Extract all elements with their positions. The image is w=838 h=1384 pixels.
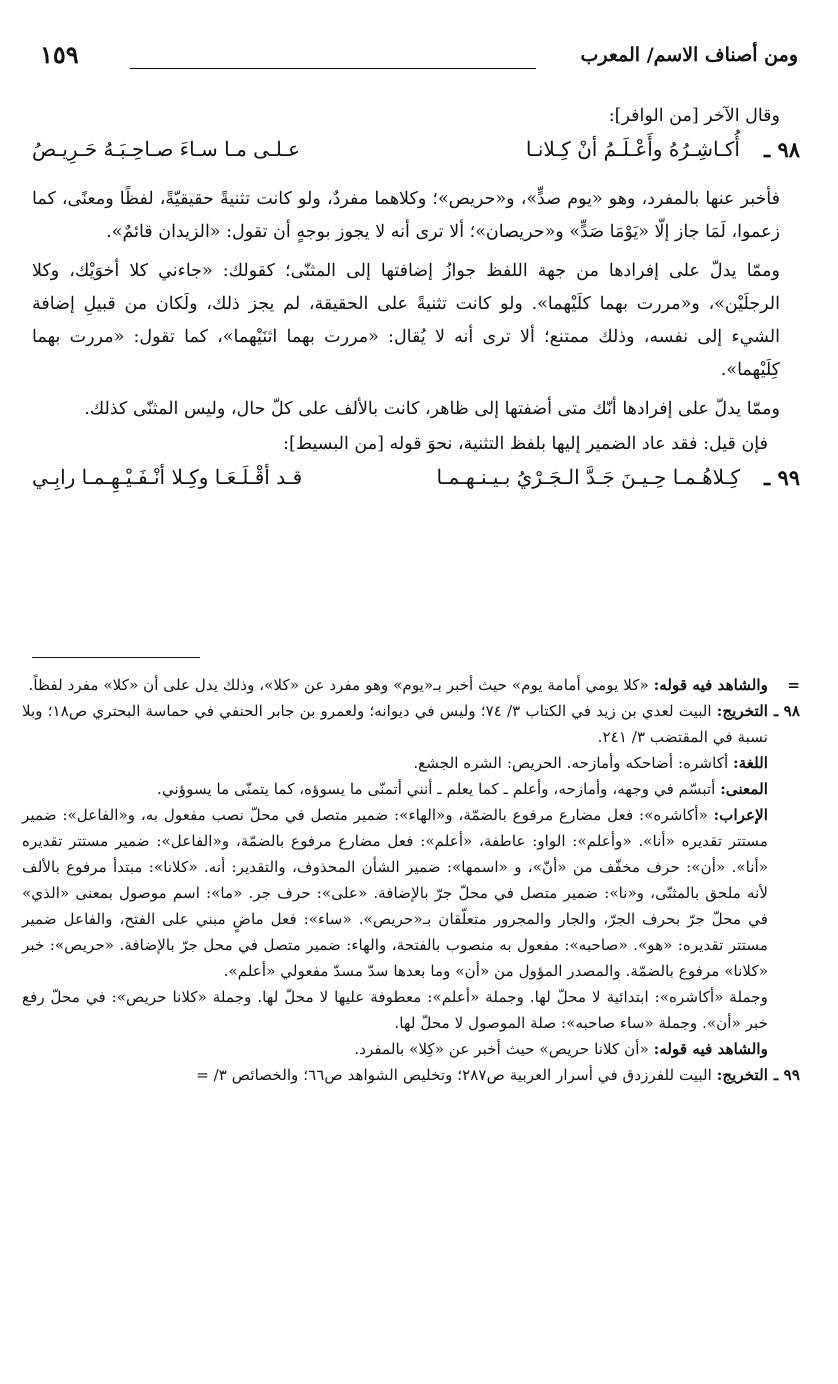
footnote-98-irab [22, 802, 800, 984]
footnote-99 [22, 1062, 800, 1088]
page-number: ١٥٩ [40, 40, 79, 69]
verse-first-hemistich: كِـلاهُـمـا حِـيـنَ جَـدَّ الـجَـرْيُ بـيـنـهـمـا [436, 465, 740, 489]
question-line: فإن قيل: فقد عاد الضمير إليها بلفظ التثنية، نحوَ قوله [من البسيط]: [283, 434, 768, 454]
paragraph: وممّا يدلّ على إفرادها أنّك متى أضفتها إلى ظاهر، كانت بالألف على كلّ حال، وليس المثنّى كذلك. [84, 399, 780, 419]
verse-number: ٩٩ ـ [763, 465, 800, 490]
takhrij-label: التخريج: [716, 702, 768, 720]
running-header [40, 40, 798, 84]
verse-number: ٩٨ ـ [763, 137, 800, 162]
footnotes [22, 672, 800, 1088]
footnote-98-shahid [22, 1036, 800, 1062]
paragraph: فأخبر عنها بالمفرد، وهو «يوم صدٍّ»، و«حريص»؛ وكلاهما مفردٌ، ولو كانت تثنيةً حقيقيّةً، لفظًا ومعنًى، كما زعموا، لَمَا جاز إلّا «يَوْمَا صَدٍّ» و«حريصان»؛ ألا ترى أنه لا يجوز بوجهٍ أن تقول: «الزيدان قائمٌ». [32, 189, 780, 242]
lugha-label: اللغة: [733, 754, 768, 772]
footnote-98-jumal: وجملة «أكاشره»: ابتدائية لا محلّ لها. وجملة «أعلم»: معطوفة عليها لا محلّ لها. وجملة «كلانا حريص»: في محلّ رفع خبر «أن». وجملة «ساء صاحبه»: صلة الموصول لا محلّ لها. [22, 988, 768, 1032]
footnote-98-mana [22, 776, 800, 802]
verse-99 [32, 465, 800, 505]
footnote-number: ٩٩ ـ [773, 1066, 800, 1084]
footnote-98 [22, 698, 800, 750]
continuation-marker: = [787, 676, 800, 694]
shahid-label: والشاهد فيه قوله: [653, 1040, 768, 1058]
footnote-number: ٩٨ ـ [773, 702, 800, 720]
shahid-text: «كلا يومي أمامة يوم» حيث أخبر بـ«يوم» وهو مفرد عن «كلا»، وذلك يدل على أن «كلا» مفرد لفظاً. [28, 676, 654, 694]
mana-text: أتبسّم في وجهه، وأمازحه، وأعلم ـ كما يعلم ـ أنني أتمنّى ما يسوؤه، كما يتمنّى ما يسوؤني. [157, 780, 721, 798]
verse-first-hemistich: أُكـاشِـرُهُ وأَعْـلَـمُ أنْ كِـلانـا [525, 137, 740, 161]
intro-line: وقال الآخر [من الوافر]: [608, 106, 780, 126]
header-rule [130, 68, 536, 69]
main-text [32, 100, 800, 505]
footnote-98-lugha [22, 750, 800, 776]
takhrij-label: التخريج: [716, 1066, 768, 1084]
paragraph: وممّا يدلّ على إفرادها من جهة اللفظ جوازُ إضافتها إلى المثنّى؛ كقولك: «جاءني كلا أخوَيْك، وكلا الرجلَيْن»، و«مررت بهما كلَيْهما». ولو كانت تثنيةً على الحقيقة، لم يجز ذلك، ولَكان من قبيلِ إضافة الشيء إلى نفسه، وذلك ممتنع؛ ألا ترى أنه لا يُقال: «مررت بهما اثنَيْهما»، كما تقول: «مررت بهما كِلَيْهما». [32, 261, 780, 380]
verse-98 [32, 137, 800, 177]
irab-text: «أكاشره»: فعل مضارع مرفوع بالضمّة، و«الهاء»: ضمير متصل في محلّ نصب مفعول به، و«الفاعل»: ضمير مستتر تقديره «أنا». «وأعلم»: الواو: عاطفة، «أعلم»: فعل مضارع مرفوع بالضمّة، و«الفاعل»: ضمير مستتر تقديره «أنا». «أن»: حرف مخفّف من «أنّ»، و «اسمها»: ضمير الشأن المحذوف، والتقدير: أنه. «كلانا»: مبتدأ مرفوع بالألف لأنه ملحق بالمثنّى، و«نا»: ضمير متصل في محلّ جرّ بالإضافة. «على»: حرف جر. «ما»: اسم موصول بمعنى «الذي» في محلّ جرّ بحرف الجرّ، والجار والمجرور متعلّقان بـ«حريص». «ساء»: فعل ماضٍ مبني على الفتح، والفاعل ضمير مستتر تقديره: «هو». «صاحبه»: مفعول به منصوب بالفتحة، والهاء: ضمير متصل في محل جرّ بالإضافة. «حريص»: خبر «كلانا» مرفوع بالضمّة. والمصدر المؤول من «أن» وما بعدها سدّ مسدّ مفعولي «أعلم». [22, 806, 768, 980]
running-title: ومن أصناف الاسم/ المعرب [580, 44, 798, 66]
shahid-label: والشاهد فيه قوله: [653, 676, 768, 694]
takhrij-text: البيت لعدي بن زيد في الكتاب ٣/ ٧٤؛ وليس في ديوانه؛ ولعمرو بن جابر الحنفي في حماسة البحتري ص١٨؛ وبلا نسبة في المقتضب ٣/ ٢٤١. [22, 702, 768, 746]
takhrij-text: البيت للفرزدق في أسرار العربية ص٢٨٧؛ وتخليص الشواهد ص٦٦؛ والخصائص ٣/ = [196, 1066, 717, 1084]
irab-label: الإعراب: [713, 806, 768, 824]
shahid-text: «أن كلانا حريص» حيث أخبر عن «كِلا» بالمفرد. [354, 1040, 654, 1058]
lugha-text: أكاشره: أضاحكه وأمازحه. الحريص: الشره الجشع. [413, 754, 734, 772]
mana-label: المعنى: [720, 780, 768, 798]
verse-second-hemistich: عـلـى مـا سـاءَ صـاحِـبَـهُ حَـرِيـصُ [32, 137, 301, 161]
verse-second-hemistich: قـد أقْـلَـعَـا وكِـلا أنْـفَـيْـهِـمـا رابِـي [32, 465, 303, 489]
footnote-continuation [22, 672, 800, 698]
footnote-separator [32, 657, 200, 658]
